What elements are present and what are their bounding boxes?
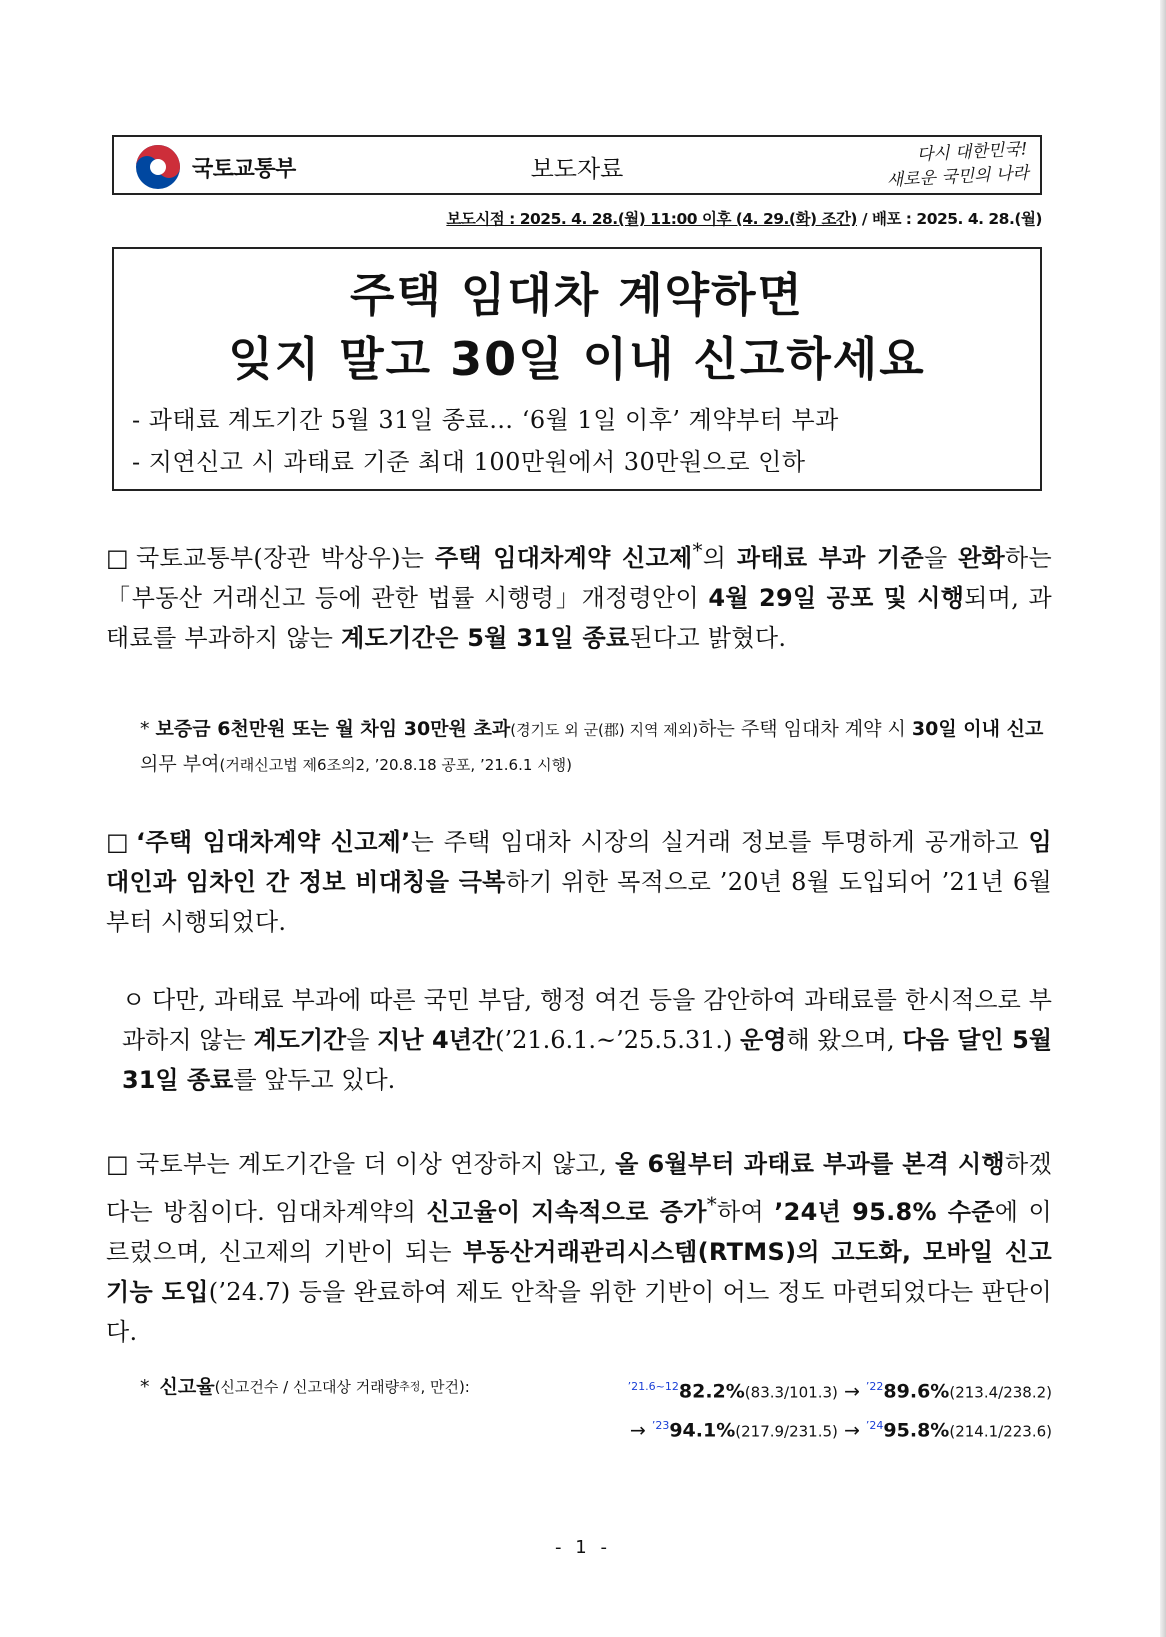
text: 하여 [717,1198,775,1226]
text: 에 이르렀으며, 신고제의 기반이 되는 [106,1198,1052,1266]
text: 국토교통부(장관 박상우)는 [136,544,435,572]
slogan-line-2: 새로운 국민의 나라 [886,163,1030,191]
text: (’24.7) 등을 완료하여 제도 안착을 위한 기반이 어느 정도 마련되었다는 판단이다. [106,1278,1052,1346]
text: 된다고 밝혔다. [629,624,787,652]
text: 을 [346,1026,378,1054]
government-slogan [885,137,1030,192]
small-text: (신고건수 / 신고대상 거래량 [214,1378,400,1396]
press-header [112,135,1042,195]
text: 을 [923,544,959,572]
distribution-date: 배포 : 2025. 4. 28.(월) [871,210,1042,228]
rate-detail: (83.3/101.3) [744,1383,838,1402]
bold-text: 부동산거래관리시스템(RTMS)의 고도화, 모바일 신고기능 도입 [106,1238,1052,1306]
ministry-name: 국토교통부 [192,156,296,182]
period-label: ’21.6~12 [627,1380,679,1393]
circle-bullet: ㅇ [122,986,146,1014]
subheadline-2: - 지연신고 시 과태료 기준 최대 100만원에서 30만원으로 인하 [132,448,806,476]
footnote-1 [140,712,1052,782]
rate-detail: (213.4/238.2) [949,1383,1052,1402]
rate-value: 82.2% [678,1380,745,1403]
arrow: → [843,1380,860,1403]
paragraph-2-sub [122,980,1052,1100]
press-release-label: 보도자료 [530,155,624,183]
arrow: → [843,1419,860,1442]
text: 의 [702,544,737,572]
bold-text: 올 6월부터 과태료 부과를 본격 시행 [615,1150,1006,1178]
bold-text: 과태료 부과 기준 [736,544,924,572]
text: 의무 부여 [140,753,220,775]
box-bullet: □ [106,544,129,572]
period-label: ’22 [865,1380,884,1393]
text: 하는「부동산 거래신고 등에 관한 법률 시행령」개정령안이 [106,544,1052,612]
release-info [112,207,1042,229]
paragraph-3 [106,1144,1052,1352]
small-text: , 만건): [420,1378,470,1396]
bold-text: 신고율이 지속적으로 증가 [426,1198,707,1226]
text: 국토부는 계도기간을 더 이상 연장하지 않고, [136,1150,616,1178]
footnote-2 [140,1370,1052,1449]
bold-text: 지난 4년간 [377,1026,496,1054]
paragraph-1 [106,530,1052,658]
subheadlines [132,399,839,483]
embargo-time: 보도시점 : 2025. 4. 28.(월) 11:00 이후 (4. 29.(화) 조간) [446,210,857,228]
release-separator: / [857,210,872,228]
footnote-2-line-1 [140,1370,1052,1409]
arrow: → [629,1419,646,1442]
bold-text: ’24년 95.8% 수준 [774,1198,995,1226]
bold-text: 보증금 6천만원 또는 월 차임 30만원 초과 [155,718,511,740]
text: 하겠다는 방침이다. 임대차계약의 [106,1150,1052,1226]
rate-value: 94.1% [669,1419,736,1442]
small-text: (거래신고법 제6조의2, ’20.8.18 공포, ’21.6.1 시행) [219,756,573,774]
rate-detail: (217.9/231.5) [735,1422,838,1441]
box-bullet: □ [106,828,129,856]
bold-text: 운영 [740,1026,787,1054]
footnote-mark: * [692,538,703,562]
bold-text: 신고율 [159,1376,215,1398]
small-text: (경기도 외 군(郡) 지역 제외) [510,721,699,739]
bold-text: 임대인과 임차인 간 정보 비대칭을 극복 [106,828,1052,896]
bold-text: 계도기간은 5월 31일 종료 [341,624,630,652]
text: 해 왔으며, [786,1026,903,1054]
text: 하는 주택 임대차 계약 시 [698,718,912,740]
footnote-star: * [140,1376,150,1398]
page-number: - 1 - [555,1537,611,1558]
footnote-2-line-2 [140,1409,1052,1448]
bold-text: 완화 [958,544,1006,572]
period-label: ’24 [865,1419,884,1433]
estimate-mark: 추정 [399,1380,421,1393]
rate-value: 89.6% [883,1380,950,1403]
headline-line-2: 잊지 말고 30일 이내 신고하세요 [228,332,926,386]
text: (’21.6.1.~’25.5.31.) [495,1026,741,1054]
slogan-line-1: 다시 대한민국! [916,139,1028,166]
bold-text: 다음 달인 5월 31일 종료 [122,1026,1052,1094]
bold-text: ‘주택 임대차계약 신고제’ [136,828,411,856]
text: 는 주택 임대차 시장의 실거래 정보를 투명하게 공개하고 [410,828,1029,856]
text: 되며, 과태료를 부과하지 않는 [106,584,1052,652]
subheadline-1: - 과태료 계도기간 5월 31일 종료… ‘6월 1일 이후’ 계약부터 부과 [132,406,839,434]
text: 하기 위한 목적으로 ’20년 8월 도입되어 ’21년 6월부터 시행되었다. [106,868,1052,936]
footnote-star: * [140,718,150,740]
headline-box [112,247,1042,491]
box-bullet: □ [106,1150,129,1178]
rate-value: 95.8% [883,1419,950,1442]
period-label: ’23 [651,1419,670,1433]
bold-text: 4월 29일 공포 및 시행 [708,584,965,612]
bold-text: 30일 이내 신고 [911,718,1044,740]
bold-text: 주택 임대차계약 신고제 [434,544,693,572]
bold-text: 계도기간 [253,1026,347,1054]
headline [114,263,1040,391]
text: 다만, 과태료 부과에 따른 국민 부담, 행정 여건 등을 감안하여 과태료를 한시적으로 부과하지 않는 [122,986,1052,1054]
page-edge [1160,0,1166,1637]
footnote-mark: * [706,1192,718,1216]
paragraph-2 [106,822,1052,942]
rate-detail: (214.1/223.6) [949,1422,1052,1441]
text: 를 앞두고 있다. [233,1066,396,1094]
headline-line-1: 주택 임대차 계약하면 [350,268,804,322]
